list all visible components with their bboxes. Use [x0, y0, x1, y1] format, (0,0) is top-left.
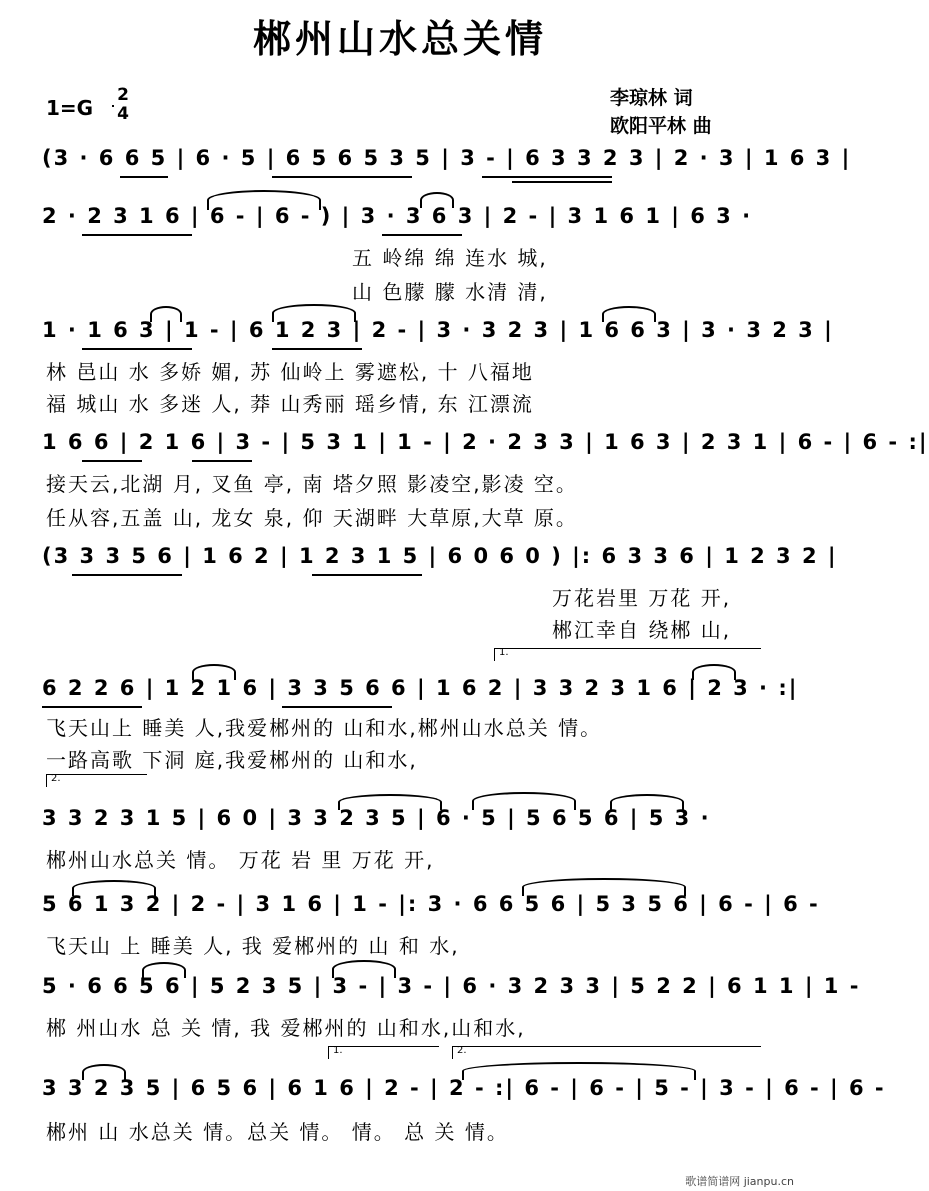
notation-row: (3 · 6 6 5 | 6 · 5 | 6 5 6 5 3 5 | 3 - | 6 3 3 2 3 | 2 · 3 | 1 6 3 |	[42, 146, 852, 170]
beam	[82, 460, 142, 462]
beam	[512, 181, 612, 183]
slur	[142, 962, 186, 978]
notation-row: 2 · 2 3 1 6 | 6 - | 6 - ) | 3 · 3 6 3 | 2 - | 3 1 6 1 | 6 3 ·	[42, 204, 753, 228]
meter-top: 2	[117, 85, 129, 105]
time-signature	[112, 86, 134, 124]
slur	[692, 664, 736, 680]
notation-row: 6 2 2 6 | 1 2 1 6 | 3 3 5 6 6 | 1 6 2 | 3 3 2 3 1 6 | 2 3 · :|	[42, 676, 799, 700]
slur	[72, 880, 156, 896]
beam	[482, 176, 612, 178]
second-ending-bracket: 2.	[46, 774, 147, 787]
beam	[272, 348, 362, 350]
lyric-line: 万花岩里 万花 开,	[552, 586, 732, 610]
lyric-line: 一路高歌 下洞 庭,我爱郴州的 山和水,	[46, 748, 418, 772]
slur	[207, 190, 321, 210]
watermark: 歌谱简谱网 jianpu.cn	[685, 1175, 794, 1188]
notation-row: 1 6 6 | 2 1 6 | 3 - | 5 3 1 | 1 - | 2 · 2 3 3 | 1 6 3 | 2 3 1 | 6 - | 6 - :|	[42, 430, 929, 454]
lyric-line: 任从容,五盖 山, 龙女 泉, 仰 天湖畔 大草原,大草 原。	[46, 506, 578, 530]
first-ending-bracket-2: 1.	[328, 1046, 439, 1059]
lyric-line: 接天云,北湖 月, 叉鱼 亭, 南 塔夕照 影凌空,影凌 空。	[46, 472, 578, 496]
credits	[610, 84, 712, 140]
composer: 欧阳平林 曲	[610, 115, 712, 137]
lyricist: 李琼林 词	[610, 87, 693, 109]
lyric-line: 郴 州山水 总 关 情, 我 爱郴州的 山和水,山和水,	[46, 1016, 526, 1040]
slur	[610, 794, 684, 810]
lyric-line: 福 城山 水 多迷 人, 莽 山秀丽 瑶乡情, 东 江漂流	[46, 392, 534, 416]
slur	[602, 306, 656, 322]
meter-bottom: 4	[117, 104, 129, 124]
staff-row-1	[42, 146, 852, 194]
beam	[282, 706, 392, 708]
beam	[382, 234, 462, 236]
beam	[82, 348, 192, 350]
beam	[312, 574, 422, 576]
slur	[522, 878, 686, 896]
slur	[472, 792, 576, 810]
notation-row: 1 · 1 6 3 | 1 - | 6 1 2 3 | 2 - | 3 · 3 2 3 | 1 6 6 3 | 3 · 3 2 3 |	[42, 318, 834, 342]
slur	[462, 1062, 696, 1080]
lyric-line: 郴州山水总关 情。 万花 岩 里 万花 开,	[46, 848, 435, 872]
notation-row: 3 3 2 3 1 5 | 6 0 | 3 3 2 3 5 | 6 · 5 | 5 6 5 6 | 5 3 ·	[42, 806, 711, 830]
lyric-line: 飞天山 上 睡美 人, 我 爱郴州的 山 和 水,	[46, 934, 460, 958]
lyric-line: 郴江幸自 绕郴 山,	[552, 618, 732, 642]
notation-row: 5 6 1 3 2 | 2 - | 3 1 6 | 1 - |: 3 · 6 6 5 6 | 5 3 5 6 | 6 - | 6 -	[42, 892, 820, 916]
lyric-line: 山 色朦 朦 水清 清,	[352, 280, 548, 304]
first-ending-bracket: 1.	[494, 648, 761, 661]
key-signature: 1=G	[46, 96, 94, 120]
lyric-line: 郴州 山 水总关 情。总关 情。 情。 总 关 情。	[46, 1120, 509, 1144]
slur	[150, 306, 182, 322]
beam	[82, 234, 192, 236]
beam	[42, 706, 142, 708]
meter-line	[112, 105, 114, 107]
lyric-line: 飞天山上 睡美 人,我爱郴州的 山和水,郴州山水总关 情。	[46, 716, 603, 740]
slur	[272, 304, 356, 322]
slur	[420, 192, 454, 208]
notation-row: 3 3 2 3 5 | 6 5 6 | 6 1 6 | 2 - | 2 - :| 6 - | 6 - | 5 - | 3 - | 6 - | 6 -	[42, 1076, 886, 1100]
lyric-line: 五 岭绵 绵 连水 城,	[352, 246, 548, 270]
song-title: 郴州山水总关情	[252, 17, 547, 61]
second-ending-bracket-2: 2.	[452, 1046, 761, 1059]
notation-row: 5 · 6 6 5 6 | 5 2 3 5 | 3 - | 3 - | 6 · 3 2 3 3 | 5 2 2 | 6 1 1 | 1 -	[42, 974, 861, 998]
notation-row: (3 3 3 5 6 | 1 6 2 | 1 2 3 1 5 | 6 0 6 0 ) |: 6 3 3 6 | 1 2 3 2 |	[42, 544, 838, 568]
beam	[120, 176, 168, 178]
beam	[272, 176, 412, 178]
slur	[338, 794, 442, 810]
slur	[192, 664, 236, 680]
beam	[192, 460, 252, 462]
beam	[72, 574, 182, 576]
slur	[332, 960, 396, 978]
slur	[82, 1064, 126, 1080]
lyric-line: 林 邑山 水 多娇 媚, 苏 仙岭上 雾遮松, 十 八福地	[46, 360, 534, 384]
